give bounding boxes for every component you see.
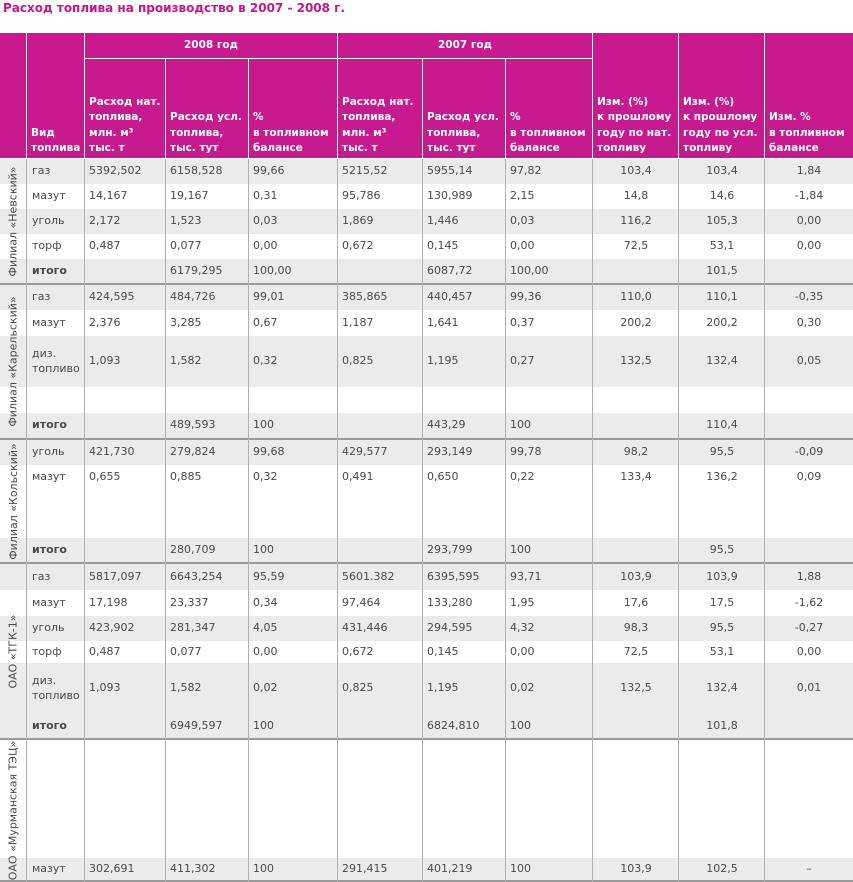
value-cell [338,387,423,413]
page-title: Расход топлива на производство в 2007 - 2008 г. [3,1,346,15]
value-cell: 14,167 [89,189,128,203]
fuel-type-cell [27,387,85,413]
value-cell [423,387,506,413]
value-cell: 17,5 [709,595,735,609]
fuel-type-cell: торф [32,644,62,658]
value-cell: 0,31 [253,189,278,203]
value-cell: 98,3 [623,621,649,635]
value-cell [506,740,593,858]
table-row [0,209,853,234]
table-row [0,616,853,641]
value-cell [506,490,593,538]
value-cell [679,490,765,538]
table-row [0,590,853,616]
value-cell [765,413,853,438]
fuel-type-cell: мазут [32,861,66,875]
header-2008-nat: Расход нат. топлива, млн. м³ тыс. т [85,59,165,158]
value-cell [593,387,679,413]
value-cell: 0,05 [796,354,822,368]
section-side-label [0,740,26,880]
fuel-type-cell: итого [32,263,67,277]
value-cell: 2,15 [510,189,535,203]
header-group-2007: 2007 год [338,33,592,58]
table-row [0,259,853,283]
value-cell: 5392,502 [89,164,142,178]
value-cell: 0,145 [427,644,459,658]
column-divider [592,159,593,882]
value-cell: 132,5 [620,681,652,695]
header-2007-pct: % в топливном балансе [506,59,592,158]
value-cell: -0,35 [794,290,824,304]
value-cell: 101,8 [706,718,738,732]
column-divider [26,159,27,882]
column-divider [248,159,249,882]
section-name: ОАО «ТГК-1» [6,613,20,689]
fuel-type-cell: итого [32,542,67,556]
table-row [0,740,853,858]
value-cell [85,259,166,283]
column-divider [337,159,338,882]
value-cell [85,490,166,538]
value-cell: 0,37 [510,315,535,329]
value-cell: 110,1 [706,290,738,304]
value-cell: 100,00 [510,263,549,277]
value-cell: 100 [510,861,531,875]
column-divider [165,159,166,882]
value-cell [249,740,338,858]
fuel-type-cell: мазут [32,470,66,484]
value-cell: 443,29 [427,418,466,432]
fuel-type-cell: уголь [32,214,65,228]
value-cell [338,259,423,283]
value-cell: 200,2 [620,315,652,329]
value-cell: 291,415 [342,861,388,875]
value-cell [338,714,423,738]
value-cell: 72,5 [623,239,649,253]
value-cell [679,387,765,413]
value-cell [593,714,679,738]
table-row [0,714,853,738]
header-group-2008: 2008 год [85,33,337,58]
value-cell [85,538,166,562]
value-cell: 99,36 [510,290,542,304]
value-cell: 97,82 [510,164,542,178]
value-cell: 0,825 [342,681,374,695]
value-cell: 424,595 [89,290,135,304]
table-row [0,336,853,387]
value-cell [166,490,249,538]
value-cell: 0,825 [342,354,374,368]
section-side-label [0,159,26,283]
value-cell: 99,78 [510,445,542,459]
value-cell: 103,4 [706,164,738,178]
table-row [0,310,853,336]
value-cell: 103,9 [706,569,738,583]
value-cell: 302,691 [89,861,135,875]
value-cell: 0,34 [253,595,278,609]
value-cell: 484,726 [170,290,216,304]
table-row [0,858,853,880]
value-cell [593,740,679,858]
value-cell: – [806,861,812,875]
value-cell: 99,01 [253,290,285,304]
section-name: Филиал «Карельский» [6,296,20,427]
fuel-type-cell: газ [32,164,51,178]
fuel-type-cell: мазут [32,595,66,609]
value-cell: 6643,254 [170,569,223,583]
value-cell: 0,487 [89,239,121,253]
value-cell [85,740,166,858]
value-cell: 98,2 [623,445,649,459]
section-name: ОАО «Мурманская ТЭЦ» [6,740,20,880]
value-cell: 19,167 [170,189,209,203]
value-cell [85,714,166,738]
value-cell: 0,672 [342,239,374,253]
value-cell: 6179,295 [170,263,223,277]
header-change-nat: Изм. (%) к прошлому году по нат. топливу [593,33,678,158]
value-cell: 116,2 [620,214,652,228]
table-row [0,663,853,714]
value-cell: 1,093 [89,681,121,695]
value-cell: 0,145 [427,239,459,253]
value-cell: -0,09 [794,445,824,459]
value-cell: 4,05 [253,621,278,635]
value-cell: 72,5 [623,644,649,658]
value-cell: 0,00 [510,239,535,253]
fuel-type-cell: уголь [32,621,65,635]
value-cell: 95,5 [709,445,735,459]
value-cell: 14,6 [709,189,735,203]
value-cell: 93,71 [510,569,542,583]
value-cell: 0,650 [427,470,459,484]
value-cell: 0,00 [253,644,278,658]
value-cell: 0,077 [170,644,202,658]
value-cell [423,740,506,858]
value-cell: 0,02 [253,681,278,695]
value-cell: 1,582 [170,681,202,695]
value-cell: 0,672 [342,644,374,658]
value-cell: 280,709 [170,542,216,556]
value-cell: 0,885 [170,470,202,484]
value-cell: 0,02 [510,681,535,695]
value-cell: 95,5 [709,621,735,635]
value-cell: 100,00 [253,263,292,277]
column-divider [678,159,679,882]
header-change-usl: Изм. (%) к прошлому году по усл. топливу [679,33,764,158]
value-cell: 100 [253,542,274,556]
value-cell: 294,595 [427,621,473,635]
fuel-type-cell: диз. топливо [32,346,80,375]
value-cell: 401,219 [427,861,473,875]
value-cell: 5955,14 [427,164,473,178]
value-cell: 100 [253,418,274,432]
value-cell: 0,67 [253,315,278,329]
value-cell: 1,869 [342,214,374,228]
value-cell [166,387,249,413]
table-row [0,440,853,465]
table-row [0,490,853,538]
value-cell: 429,577 [342,445,388,459]
value-cell: 0,00 [796,644,822,658]
value-cell: 3,285 [170,315,202,329]
value-cell: 0,03 [253,214,278,228]
fuel-type-cell [27,490,85,538]
value-cell: 411,302 [170,861,216,875]
value-cell: 6158,528 [170,164,223,178]
value-cell: 0,30 [796,315,822,329]
table-row [0,465,853,490]
value-cell: 6395,595 [427,569,480,583]
value-cell: 0,22 [510,470,535,484]
value-cell: 99,68 [253,445,285,459]
value-cell: 133,4 [620,470,652,484]
value-cell: 1,195 [427,681,459,695]
value-cell: 293,149 [427,445,473,459]
value-cell: 132,4 [706,681,738,695]
value-cell: 0,491 [342,470,374,484]
section-name: Филиал «Невский» [6,165,20,277]
value-cell: 431,446 [342,621,388,635]
value-cell: 0,00 [796,214,822,228]
column-divider [505,159,506,882]
value-cell: 1,88 [796,569,822,583]
value-cell: 385,865 [342,290,388,304]
value-cell [85,387,166,413]
value-cell [593,413,679,438]
fuel-type-cell: итого [32,418,67,432]
table-row [0,387,853,413]
value-cell [765,259,853,283]
value-cell [593,490,679,538]
value-cell: 100 [510,542,531,556]
value-cell: 279,824 [170,445,216,459]
header-fuel-type: Вид топлива [27,33,84,158]
column-divider [764,159,765,882]
value-cell: 17,6 [623,595,649,609]
table-row [0,641,853,663]
fuel-type-cell: торф [32,239,62,253]
value-cell [765,387,853,413]
value-cell: 53,1 [709,644,735,658]
value-cell: 105,3 [706,214,738,228]
value-cell: 0,00 [796,239,822,253]
value-cell: 23,337 [170,595,209,609]
value-cell: 6087,72 [427,263,473,277]
value-cell [765,714,853,738]
value-cell [506,387,593,413]
value-cell: 1,195 [427,354,459,368]
value-cell: 293,799 [427,542,473,556]
value-cell: 1,641 [427,315,459,329]
value-cell: -1,62 [794,595,824,609]
value-cell [593,538,679,562]
value-cell: 0,03 [510,214,535,228]
value-cell: 0,09 [796,470,822,484]
value-cell: 136,2 [706,470,738,484]
fuel-type-cell: итого [32,718,67,732]
value-cell: 1,446 [427,214,459,228]
value-cell: 97,464 [342,595,381,609]
fuel-type-cell: мазут [32,315,66,329]
value-cell: 0,32 [253,354,278,368]
value-cell: 1,84 [796,164,822,178]
value-cell: 423,902 [89,621,135,635]
value-cell: 100 [510,418,531,432]
value-cell [423,490,506,538]
value-cell: 101,5 [706,263,738,277]
header-change-balance: Изм. % в топливном балансе [765,33,853,158]
fuel-type-cell: мазут [32,189,66,203]
value-cell: 100 [253,861,274,875]
fuel-type-cell [27,740,85,858]
value-cell: 17,198 [89,595,128,609]
value-cell: -0,27 [794,621,824,635]
value-cell [765,740,853,858]
value-cell: 0,32 [253,470,278,484]
value-cell: 130,989 [427,189,473,203]
value-cell [85,413,166,438]
value-cell: 1,093 [89,354,121,368]
value-cell: 5817,097 [89,569,142,583]
value-cell: 0,077 [170,239,202,253]
table-row [0,285,853,310]
header-2008-usl: Расход усл. топлива, тыс. тут [166,59,248,158]
value-cell: 132,5 [620,354,652,368]
header-2008-pct: % в топливном балансе [249,59,337,158]
section-side-label [0,440,26,562]
section-side-label [0,285,26,438]
value-cell [338,538,423,562]
value-cell: 95,786 [342,189,381,203]
table-row [0,234,853,259]
fuel-type-cell: уголь [32,445,65,459]
header-blank-corner [0,33,26,158]
table-row [0,184,853,209]
value-cell: 0,27 [510,354,535,368]
value-cell: 110,4 [706,418,738,432]
value-cell: -1,84 [794,189,824,203]
value-cell [765,490,853,538]
table-row [0,538,853,562]
value-cell: 5215,52 [342,164,388,178]
value-cell: 1,95 [510,595,535,609]
value-cell: 2,172 [89,214,121,228]
value-cell: 440,457 [427,290,473,304]
header-2007-usl: Расход усл. топлива, тыс. тут [423,59,505,158]
value-cell: 1,582 [170,354,202,368]
column-divider [84,159,85,882]
value-cell: 95,5 [709,542,735,556]
value-cell: 100 [510,718,531,732]
value-cell [765,538,853,562]
value-cell: 132,4 [706,354,738,368]
value-cell: 200,2 [706,315,738,329]
value-cell [593,259,679,283]
value-cell [338,740,423,858]
value-cell [338,413,423,438]
header-2007-nat: Расход нат. топлива, млн. м³ тыс. т [338,59,422,158]
table-row [0,159,853,184]
value-cell: 6824,810 [427,718,480,732]
value-cell: 489,593 [170,418,216,432]
column-divider [422,159,423,882]
value-cell [249,490,338,538]
value-cell: 281,347 [170,621,216,635]
value-cell: 103,9 [620,861,652,875]
value-cell: 421,730 [89,445,135,459]
fuel-type-cell: диз. топливо [32,673,80,702]
table-row [0,564,853,590]
value-cell: 100 [253,718,274,732]
value-cell: 103,4 [620,164,652,178]
value-cell: 99,66 [253,164,285,178]
value-cell: 0,487 [89,644,121,658]
value-cell: 0,00 [253,239,278,253]
fuel-type-cell: газ [32,569,51,583]
section-name: Филиал «Кольский» [6,442,20,560]
value-cell: 102,5 [706,861,738,875]
value-cell [166,740,249,858]
fuel-type-cell: газ [32,290,51,304]
value-cell: 0,655 [89,470,121,484]
value-cell: 95,59 [253,569,285,583]
value-cell: 110,0 [620,290,652,304]
value-cell: 4,32 [510,621,535,635]
value-cell [249,387,338,413]
value-cell: 103,9 [620,569,652,583]
section-side-label [0,564,26,738]
value-cell: 6949,597 [170,718,223,732]
table-row [0,413,853,438]
value-cell: 133,280 [427,595,473,609]
value-cell: 5601.382 [342,569,395,583]
value-cell [338,490,423,538]
value-cell: 2,376 [89,315,121,329]
value-cell: 0,00 [510,644,535,658]
value-cell: 0,01 [796,681,822,695]
value-cell [679,740,765,858]
value-cell: 14,8 [623,189,649,203]
value-cell: 1,187 [342,315,374,329]
value-cell: 1,523 [170,214,202,228]
value-cell: 53,1 [709,239,735,253]
